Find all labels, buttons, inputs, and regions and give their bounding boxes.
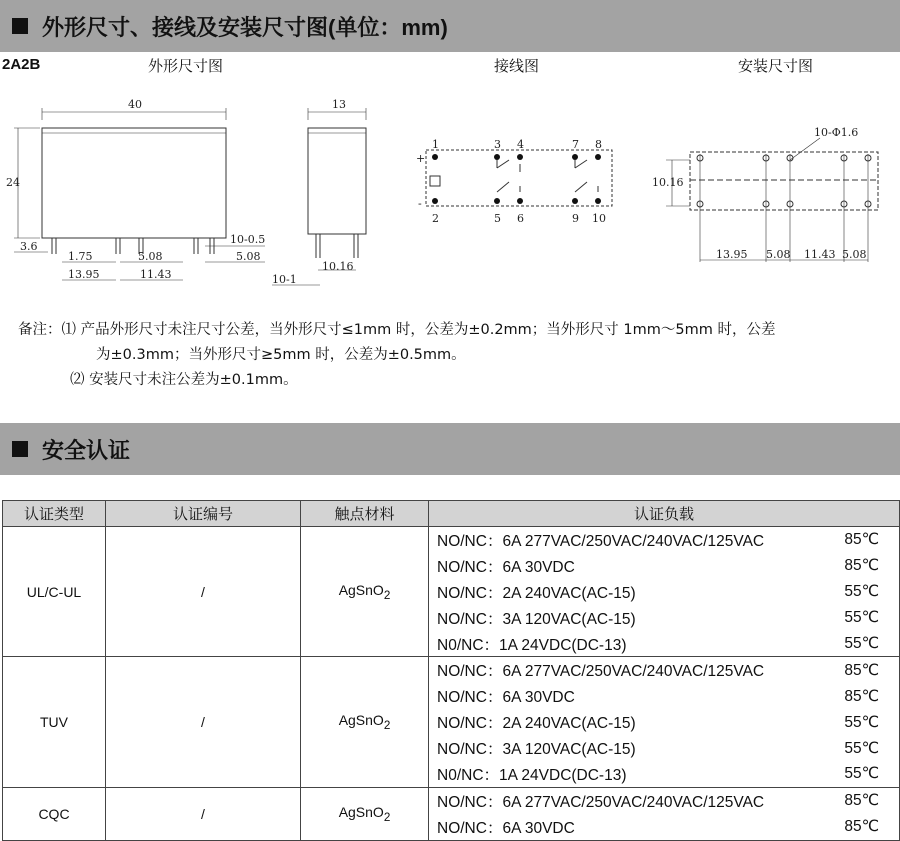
cert-type: TUV — [3, 657, 106, 787]
mount-holes: 10-Φ1.6 — [814, 126, 859, 139]
column-header: 认证负载 — [429, 501, 900, 527]
pin-label: 4 — [517, 138, 524, 151]
load-item: NO/NC：3A 120VAC(AC-15) 55℃ — [437, 739, 879, 759]
note-1-line-1: 产品外形尺寸未注尺寸公差，当外形尺寸≤1mm 时，公差为±0.2mm；当外形尺寸 1mm～5mm 时，公差 — [80, 322, 776, 338]
load-cell — [429, 657, 900, 787]
dim-width: 40 — [128, 98, 142, 111]
column-header: 触点材料 — [301, 501, 429, 527]
pin-label: 3 — [494, 138, 501, 151]
load-cell — [429, 787, 900, 840]
section-title: 安全认证 — [42, 437, 131, 463]
dim-p4: 11.43 — [140, 268, 172, 281]
pin-label: 1 — [432, 138, 439, 151]
mount-c: 11.43 — [804, 248, 836, 261]
minus-sign: - — [418, 197, 422, 210]
notes-prefix: 备注： — [18, 322, 62, 338]
technical-drawings — [0, 0, 900, 300]
plus-sign: + — [416, 152, 426, 165]
section-title: 外形尺寸、接线及安装尺寸图(单位：mm) — [42, 14, 448, 40]
contact-material: AgSnO$_2$ — [301, 527, 429, 657]
table-row — [3, 657, 900, 787]
load-item: NO/NC：3A 120VAC(AC-15) 55℃ — [437, 609, 879, 628]
dim-p2: 5.08 — [138, 250, 163, 263]
mount-d: 5.08 — [842, 248, 867, 261]
table-row — [3, 787, 900, 840]
pin-label: 6 — [517, 212, 524, 225]
load-cell — [429, 527, 900, 657]
pin-label: 2 — [432, 212, 439, 225]
cert-number: / — [106, 657, 301, 787]
dim-pin-height: 3.6 — [20, 240, 38, 253]
mount-b: 5.08 — [766, 248, 791, 261]
notes — [18, 318, 775, 393]
load-item: NO/NC：6A 30VDC 85℃ — [437, 687, 879, 707]
note-1-mark: ⑴ — [61, 322, 76, 338]
load-item: NO/NC：6A 277VAC/250VAC/240VAC/125VAC 85℃ — [437, 792, 879, 811]
table-row — [3, 527, 900, 657]
model-label: 2A2B — [2, 56, 41, 73]
column-header: 认证类型 — [3, 501, 106, 527]
dim-pin-d: 10-1 — [272, 273, 297, 286]
load-item: NO/NC：2A 240VAC(AC-15) 55℃ — [437, 583, 879, 602]
mount-label: 安装尺寸图 — [738, 57, 814, 75]
pin-label: 10 — [592, 212, 606, 225]
dim-p3: 13.95 — [68, 268, 100, 281]
note-1-line-2: 为±0.3mm；当外形尺寸≥5mm 时，公差为±0.5mm。 — [96, 347, 466, 363]
load-item: NO/NC：2A 240VAC(AC-15) 55℃ — [437, 713, 879, 733]
column-header: 认证编号 — [106, 501, 301, 527]
pin-label: 9 — [572, 212, 579, 225]
pin-label: 8 — [595, 138, 602, 151]
mount-v: 10.16 — [652, 176, 684, 189]
dim-p5: 5.08 — [236, 250, 261, 263]
load-item: NO/NC：6A 277VAC/250VAC/240VAC/125VAC 85℃ — [437, 661, 879, 681]
note-2-mark: ⑵ — [70, 372, 85, 388]
cert-type: UL/C-UL — [3, 527, 106, 657]
mount-a: 13.95 — [716, 248, 748, 261]
outline-label: 外形尺寸图 — [148, 57, 224, 75]
wiring-label: 接线图 — [494, 57, 540, 75]
square-bullet-icon — [12, 441, 28, 457]
section-header-certification — [0, 423, 900, 475]
dim-height: 24 — [6, 176, 20, 189]
dim-depth2: 10.16 — [322, 260, 354, 273]
load-item: N0/NC：1A 24VDC(DC-13) 55℃ — [437, 765, 879, 784]
note-2-line: 安装尺寸未注公差为±0.1mm。 — [89, 372, 298, 388]
table-header-row — [3, 501, 900, 527]
contact-material: AgSnO$_2$ — [301, 787, 429, 840]
dim-p1: 1.75 — [68, 250, 93, 263]
dim-pin-w: 10-0.5 — [230, 233, 266, 246]
cert-number: / — [106, 787, 301, 840]
certification-table — [2, 500, 900, 841]
load-item: N0/NC：1A 24VDC(DC-13) 55℃ — [437, 635, 879, 654]
contact-material: AgSnO$_2$ — [301, 657, 429, 787]
load-item: NO/NC：6A 30VDC 85℃ — [437, 557, 879, 576]
pin-label: 5 — [494, 212, 501, 225]
load-item: NO/NC：6A 277VAC/250VAC/240VAC/125VAC 85℃ — [437, 531, 879, 550]
cert-number: / — [106, 527, 301, 657]
dim-depth: 13 — [332, 98, 346, 111]
pin-label: 7 — [572, 138, 579, 151]
load-item: NO/NC：6A 30VDC 85℃ — [437, 818, 879, 837]
cert-type: CQC — [3, 787, 106, 840]
